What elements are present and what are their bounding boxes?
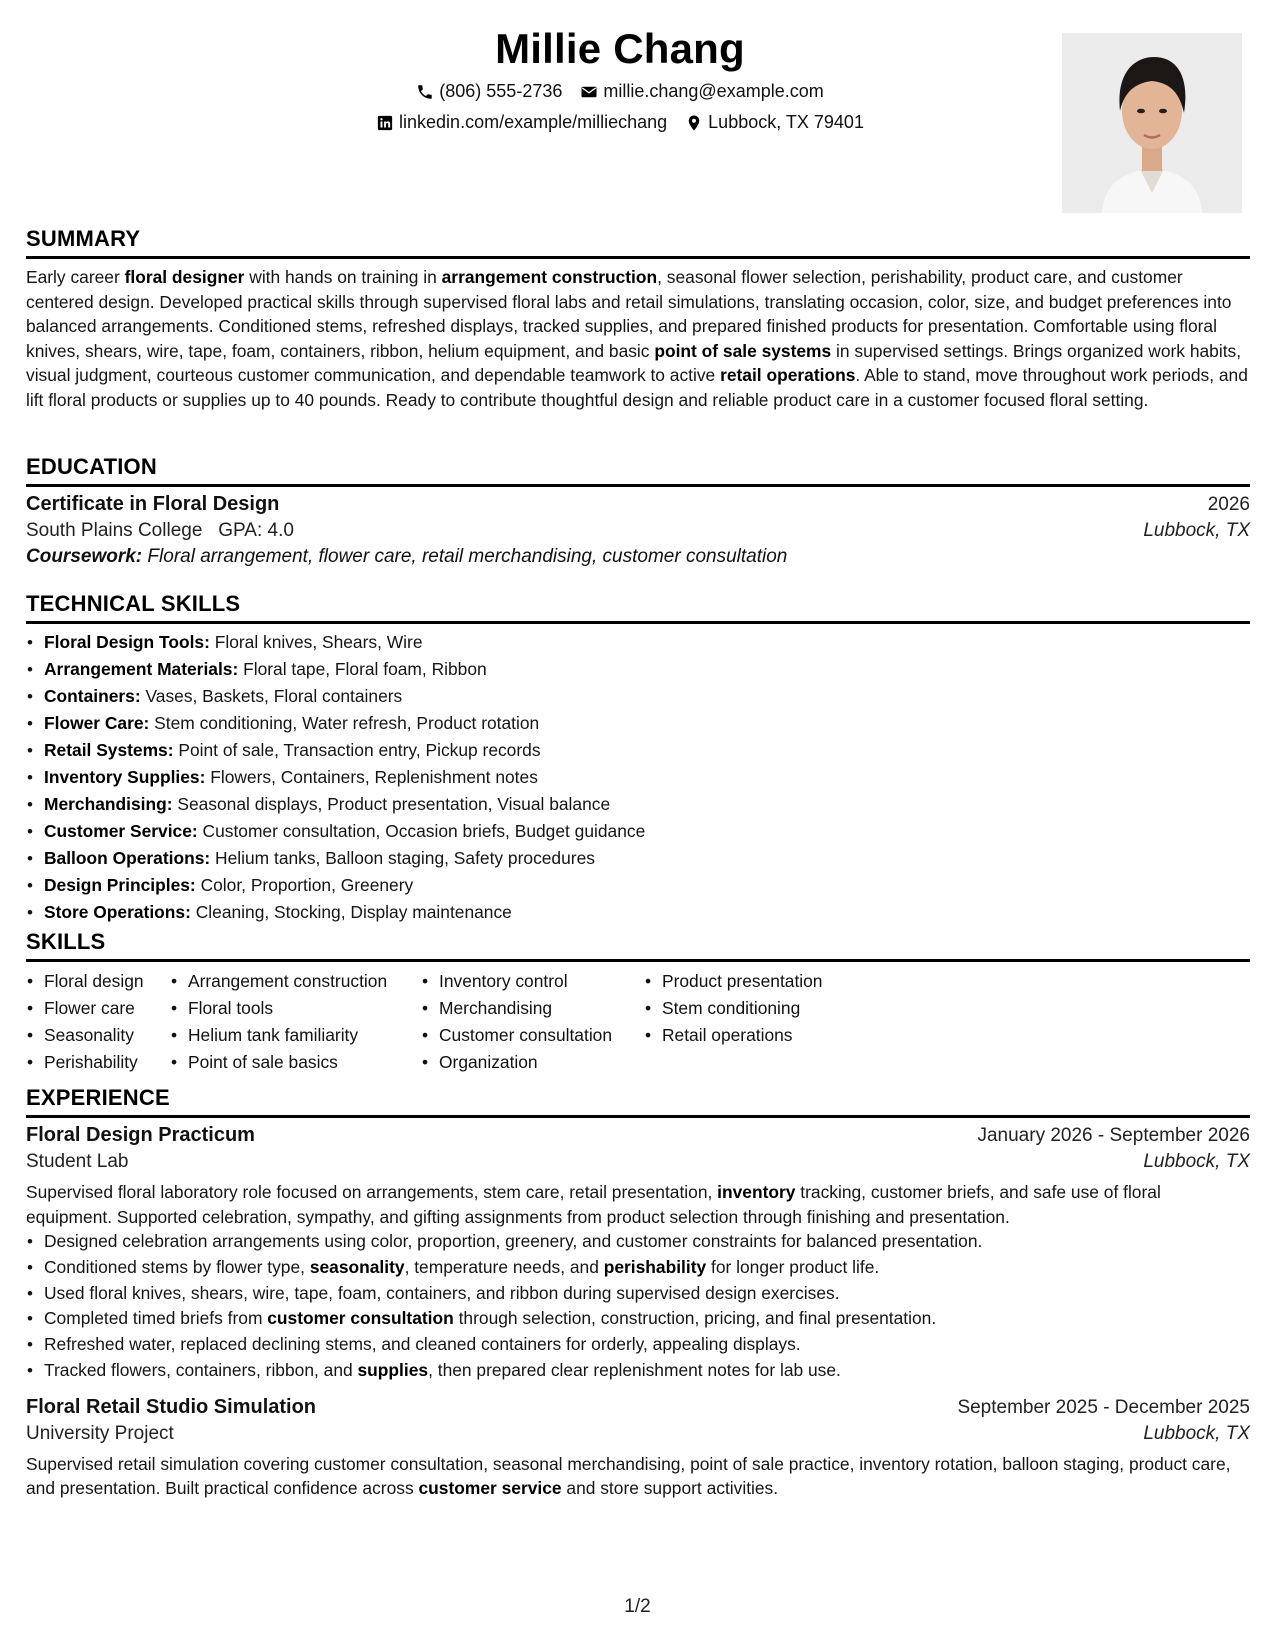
job-title: Floral Retail Studio Simulation: [26, 1395, 317, 1418]
text-segment: Used floral knives, shears, wire, tape, foam, containers, and ribbon during supervised design exercises.: [44, 1282, 840, 1303]
job-bullet: [44, 1281, 1250, 1307]
location-contact: [685, 107, 864, 138]
coursework-label: Coursework:: [26, 546, 143, 567]
skill-item: • Floral design: [26, 968, 170, 995]
contact-line-1: [240, 76, 1000, 107]
text-segment: Tracked flowers, containers, ribbon, and: [44, 1359, 358, 1380]
bold-keyword: retail operations: [720, 365, 856, 385]
skill-category-values: Point of sale, Transaction entry, Pickup records: [173, 740, 541, 760]
technical-skill-item: [44, 899, 1250, 926]
job-dates: September 2025 - December 2025: [957, 1396, 1250, 1418]
skill-item: • Floral tools: [170, 995, 421, 1022]
text-segment: Conditioned stems by flower type,: [44, 1256, 310, 1277]
skill-item: • Inventory control: [421, 968, 644, 995]
technical-skills-divider: [26, 621, 1250, 624]
phone-text: (806) 555-2736: [439, 81, 563, 101]
technical-skill-item: [44, 629, 1250, 656]
bold-keyword: inventory: [717, 1182, 796, 1202]
technical-skill-item: [44, 764, 1250, 791]
experience-list: [26, 1124, 1250, 1501]
skill-category-label: Flower Care:: [44, 713, 150, 733]
page-number: 1/2: [624, 1596, 651, 1617]
job-description: [26, 1452, 1250, 1501]
bold-keyword: customer consultation: [267, 1308, 454, 1329]
technical-skill-item: [44, 737, 1250, 764]
phone-contact: [416, 76, 562, 107]
skill-item: • Stem conditioning: [644, 995, 844, 1022]
bold-keyword: arrangement construction: [441, 267, 658, 287]
skill-item: • Point of sale basics: [170, 1049, 421, 1076]
skill-category-label: Floral Design Tools:: [44, 632, 210, 652]
skill-item: • Arrangement construction: [170, 968, 421, 995]
skills-column: [421, 968, 644, 1076]
skill-category-label: Merchandising:: [44, 794, 173, 814]
profile-photo: [1062, 33, 1242, 213]
text-segment: with hands on training in: [244, 267, 442, 287]
linkedin-icon: [376, 114, 394, 132]
bold-keyword: seasonality: [309, 1256, 405, 1277]
skill-item: • Helium tank familiarity: [170, 1022, 421, 1049]
skill-category-values: Flowers, Containers, Replenishment notes: [205, 767, 538, 787]
text-segment: . Able to stand, move throughout work periods, and lift floral products or supplies up to 40 pounds. Ready to contribute thoughtful design and reliable product care in a customer focused floral setting.: [26, 365, 1248, 410]
bold-keyword: perishability: [603, 1256, 707, 1277]
skill-category-values: Cleaning, Stocking, Display maintenance: [190, 902, 512, 922]
technical-skill-item: [44, 845, 1250, 872]
job-location: Lubbock, TX: [1143, 1151, 1250, 1172]
job-dates: January 2026 - September 2026: [977, 1125, 1250, 1146]
linkedin-contact[interactable]: [376, 107, 667, 138]
skill-category-values: Floral knives, Shears, Wire: [209, 632, 423, 652]
location-text: Lubbock, TX 79401: [708, 112, 864, 132]
bold-keyword: customer service: [418, 1478, 562, 1499]
skills-column: [170, 968, 421, 1076]
technical-skill-item: [44, 683, 1250, 710]
text-segment: Refreshed water, replaced declining stems, and cleaned containers for orderly, appealing displays.: [44, 1334, 801, 1355]
education-row-1: [26, 493, 1250, 516]
job-bullet: [44, 1332, 1250, 1358]
skill-category-label: Customer Service:: [44, 821, 198, 841]
candidate-name: Millie Chang: [495, 25, 745, 72]
skill-category-label: Store Operations:: [44, 902, 191, 922]
skills-section: [26, 928, 1250, 1076]
email-text[interactable]: millie.chang@example.com: [603, 81, 824, 101]
text-segment: Supervised floral laboratory role focused on arrangements, stem care, retail presentation,: [26, 1182, 718, 1202]
text-segment: for longer product life.: [706, 1256, 880, 1277]
phone-icon: [416, 83, 434, 101]
education-year: 2026: [1207, 494, 1250, 515]
technical-skills-heading: TECHNICAL SKILLS: [26, 591, 241, 616]
skill-category-values: Color, Proportion, Greenery: [195, 875, 414, 895]
text-segment: , seasonal flower selection, perishability, product care, and customer centered design. Developed practical skills through supervised floral labs and retail simulations, translating occasion, color, size, and budget preferences into balanced arrangements. Conditioned stems, refreshed displays, tracked supplies, and prepared finished products for presentation. Comfortable using floral knives, shears, wire, tape, foam, containers, ribbon, helium equipment, and basic: [26, 267, 1232, 361]
experience-org-row: [26, 1423, 1250, 1445]
summary-divider: [26, 256, 1250, 259]
education-heading: EDUCATION: [26, 454, 157, 479]
job-description: [26, 1180, 1250, 1229]
job-location: Lubbock, TX: [1143, 1422, 1250, 1444]
summary-text: [26, 265, 1250, 412]
text-segment: through selection, construction, pricing, and final presentation.: [453, 1308, 937, 1329]
skill-category-values: Stem conditioning, Water refresh, Product rotation: [149, 713, 540, 733]
bold-keyword: supplies: [357, 1359, 429, 1380]
skills-heading: SKILLS: [26, 929, 106, 954]
gpa: GPA: 4.0: [218, 520, 294, 541]
skills-column: [26, 968, 170, 1076]
skill-category-values: Vases, Baskets, Floral containers: [140, 686, 403, 706]
linkedin-text[interactable]: linkedin.com/example/milliechang: [399, 112, 668, 132]
skills-grid: [26, 968, 1250, 1076]
education-location: Lubbock, TX: [1143, 520, 1250, 541]
school-name: South Plains College: [26, 520, 203, 541]
text-segment: Designed celebration arrangements using color, proportion, greenery, and customer constraints for balanced presentation.: [44, 1231, 983, 1251]
job-organization: University Project: [26, 1422, 174, 1444]
text-segment: in supervised settings. Brings organized work habits, visual judgment, courteous customer communication, and dependable teamwork to active: [26, 340, 1242, 385]
experience-title-row: [26, 1124, 1250, 1147]
skills-divider: [26, 959, 1250, 962]
coursework-line: [26, 546, 1250, 568]
school-line: [26, 520, 294, 542]
skill-category-label: Inventory Supplies:: [44, 767, 206, 787]
education-divider: [26, 484, 1250, 487]
map-pin-icon: [685, 114, 703, 132]
experience-divider: [26, 1115, 1250, 1118]
education-row-2: [26, 520, 1250, 542]
text-segment: , then prepared clear replenishment notes for lab use.: [428, 1359, 841, 1380]
skill-category-values: Helium tanks, Balloon staging, Safety procedures: [210, 848, 595, 868]
skill-category-label: Retail Systems:: [44, 740, 174, 760]
resume-header: [240, 22, 1000, 138]
skill-item: • Retail operations: [644, 1022, 844, 1049]
skill-item: • Product presentation: [644, 968, 844, 995]
degree-title: Certificate in Floral Design: [26, 493, 280, 515]
skill-item: • Merchandising: [421, 995, 644, 1022]
job-bullet: [44, 1358, 1250, 1384]
job-bullet: [44, 1229, 1250, 1255]
job-bullet: [44, 1255, 1250, 1281]
skill-category-values: Seasonal displays, Product presentation, Visual balance: [172, 794, 611, 814]
bold-keyword: floral designer: [124, 267, 245, 287]
technical-skill-item: [44, 656, 1250, 683]
experience-entry: [26, 1396, 1250, 1501]
skill-category-values: Customer consultation, Occasion briefs, Budget guidance: [197, 821, 646, 841]
skill-item: • Perishability: [26, 1049, 170, 1076]
job-bullet-list: [26, 1229, 1250, 1384]
experience-heading: EXPERIENCE: [26, 1085, 170, 1110]
education-section: [26, 453, 1250, 568]
coursework-text: Floral arrangement, flower care, retail merchandising, customer consultation: [147, 546, 788, 567]
summary-section: [26, 225, 1250, 412]
technical-skill-item: [44, 791, 1250, 818]
skill-category-label: Containers:: [44, 686, 141, 706]
skills-column: [644, 968, 844, 1076]
technical-skills-list: [26, 629, 1250, 926]
email-contact[interactable]: [580, 76, 823, 107]
skill-category-label: Arrangement Materials:: [44, 659, 239, 679]
experience-section: [26, 1084, 1250, 1501]
technical-skill-item: [44, 818, 1250, 845]
text-segment: tracking, customer briefs, and safe use of floral equipment. Supported celebration, sympathy, and gifting assignments from product selection through finishing and presentation.: [26, 1182, 1161, 1227]
skill-item: • Flower care: [26, 995, 170, 1022]
technical-skill-item: [44, 872, 1250, 899]
text-segment: Supervised retail simulation covering customer consultation, seasonal merchandising, point of sale practice, inventory rotation, balloon staging, product care, and presentation. Built practical confidence across: [26, 1453, 1231, 1499]
job-title: Floral Design Practicum: [26, 1124, 255, 1146]
envelope-icon: [580, 83, 598, 101]
skill-item: • Organization: [421, 1049, 644, 1076]
skill-category-values: Floral tape, Floral foam, Ribbon: [238, 659, 487, 679]
text-segment: and store support activities.: [561, 1478, 779, 1499]
text-segment: Completed timed briefs from: [44, 1308, 268, 1329]
technical-skills-section: [26, 590, 1250, 926]
contact-line-2: [240, 107, 1000, 138]
job-bullet: [44, 1306, 1250, 1332]
experience-org-row: [26, 1151, 1250, 1173]
skill-item: • Customer consultation: [421, 1022, 644, 1049]
technical-skill-item: [44, 710, 1250, 737]
skill-item: • Seasonality: [26, 1022, 170, 1049]
experience-title-row: [26, 1396, 1250, 1419]
experience-entry: [26, 1124, 1250, 1384]
summary-heading: SUMMARY: [26, 226, 141, 251]
skill-category-label: Design Principles:: [44, 875, 196, 895]
text-segment: , temperature needs, and: [404, 1256, 604, 1277]
bold-keyword: point of sale systems: [654, 340, 832, 361]
text-segment: Early career: [26, 267, 125, 287]
job-organization: Student Lab: [26, 1151, 129, 1172]
skill-category-label: Balloon Operations:: [44, 848, 211, 868]
